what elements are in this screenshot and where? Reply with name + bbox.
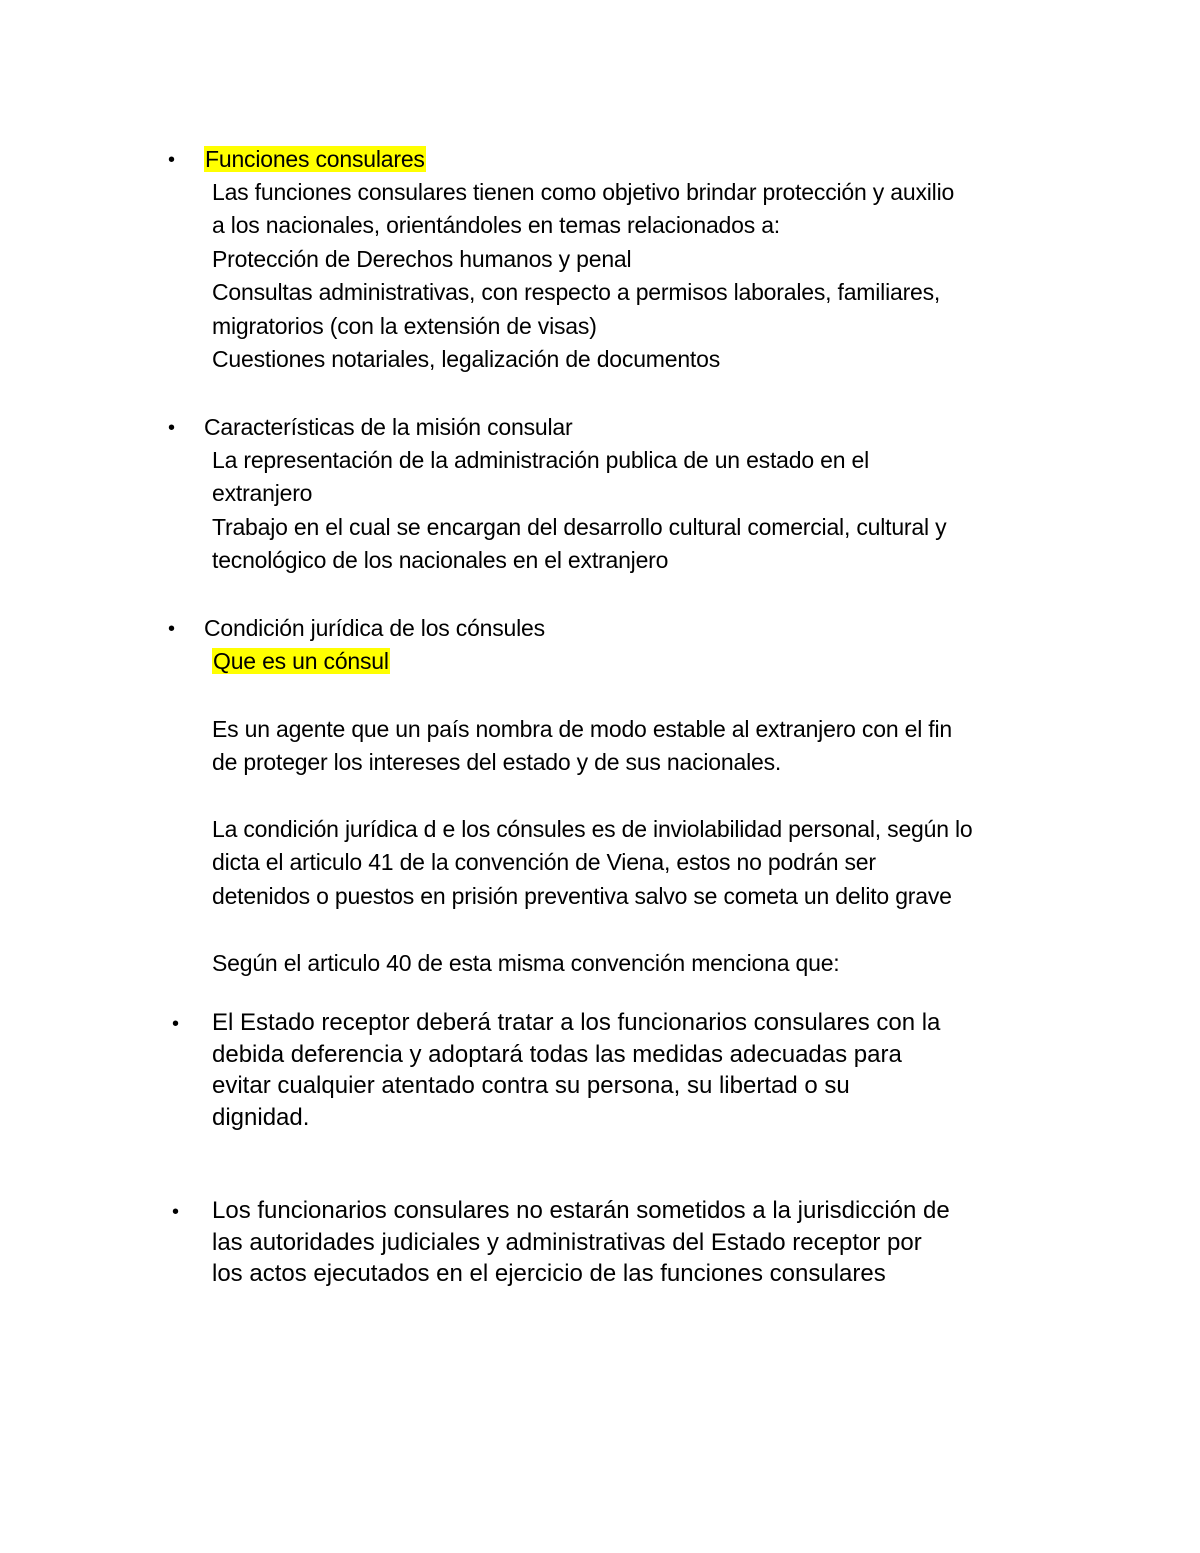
text-line: extranjero	[212, 480, 313, 507]
section-body-funciones	[212, 176, 1092, 376]
text-line: dicta el articulo 41 de la convención de Viena, estos no podrán ser	[212, 849, 876, 876]
text-line: tecnológico de los nacionales en el extranjero	[212, 547, 669, 574]
bullet-icon: •	[168, 417, 175, 439]
bullet-icon: •	[172, 1013, 180, 1035]
bullet-icon: •	[172, 1201, 180, 1223]
text-line: a los nacionales, orientándoles en temas relacionados a:	[212, 212, 781, 239]
text-line: detenidos o puestos en prisión preventiva salvo se cometa un delito grave	[212, 882, 952, 909]
text-line: La condición jurídica d e los cónsules es de inviolabilidad personal, según lo	[212, 816, 973, 842]
text-line: Cuestiones notariales, legalización de documentos	[212, 346, 721, 373]
text-line: migratorios (con la extensión de visas)	[212, 312, 597, 339]
list-item-quote-1	[212, 1007, 1112, 1133]
paragraph-article-40	[212, 947, 1092, 980]
text-line: dignidad.	[212, 1103, 310, 1131]
paragraph-consul-definition	[212, 713, 1092, 780]
text-line: de proteger los intereses del estado y de sus nacionales.	[212, 749, 782, 776]
section-body-caracteristicas	[212, 444, 1092, 578]
text-line: Los funcionarios consulares no estarán sometidos a la jurisdicción de	[212, 1197, 950, 1224]
paragraph-legal-condition	[212, 813, 1092, 913]
section-heading-caracteristicas: Características de la misión consular	[204, 414, 573, 440]
highlighted-heading: Funciones consulares	[205, 146, 425, 172]
highlighted-subheading: Que es un cónsul	[213, 648, 389, 674]
list-item-quote-2	[212, 1195, 1112, 1290]
bullet-icon: •	[168, 618, 175, 640]
text-line: las autoridades judiciales y administrativas del Estado receptor por	[212, 1228, 922, 1256]
section-heading-condicion: Condición jurídica de los cónsules	[204, 615, 545, 641]
text-line: evitar cualquier atentado contra su persona, su libertad o su	[212, 1072, 850, 1099]
text-line: Las funciones consulares tienen como objetivo brindar protección y auxilio	[212, 179, 955, 205]
text-line: El Estado receptor deberá tratar a los funcionarios consulares con la	[212, 1009, 941, 1036]
text-line: Protección de Derechos humanos y penal	[212, 245, 632, 272]
bullet-icon: •	[168, 149, 175, 171]
text-line: Es un agente que un país nombra de modo estable al extranjero con el fin	[212, 716, 952, 742]
text-line: Según el articulo 40 de esta misma convención menciona que:	[212, 950, 840, 976]
text-line: Trabajo en el cual se encargan del desarrollo cultural comercial, cultural y	[212, 513, 947, 540]
text-line: Consultas administrativas, con respecto a permisos laborales, familiares,	[212, 279, 941, 306]
text-line: debida deferencia y adoptará todas las medidas adecuadas para	[212, 1040, 902, 1068]
section-heading-funciones	[204, 143, 426, 176]
text-line: los actos ejecutados en el ejercicio de las funciones consulares	[212, 1260, 886, 1287]
text-line: La representación de la administración publica de un estado en el	[212, 447, 869, 473]
subheading-consul	[212, 645, 1092, 678]
